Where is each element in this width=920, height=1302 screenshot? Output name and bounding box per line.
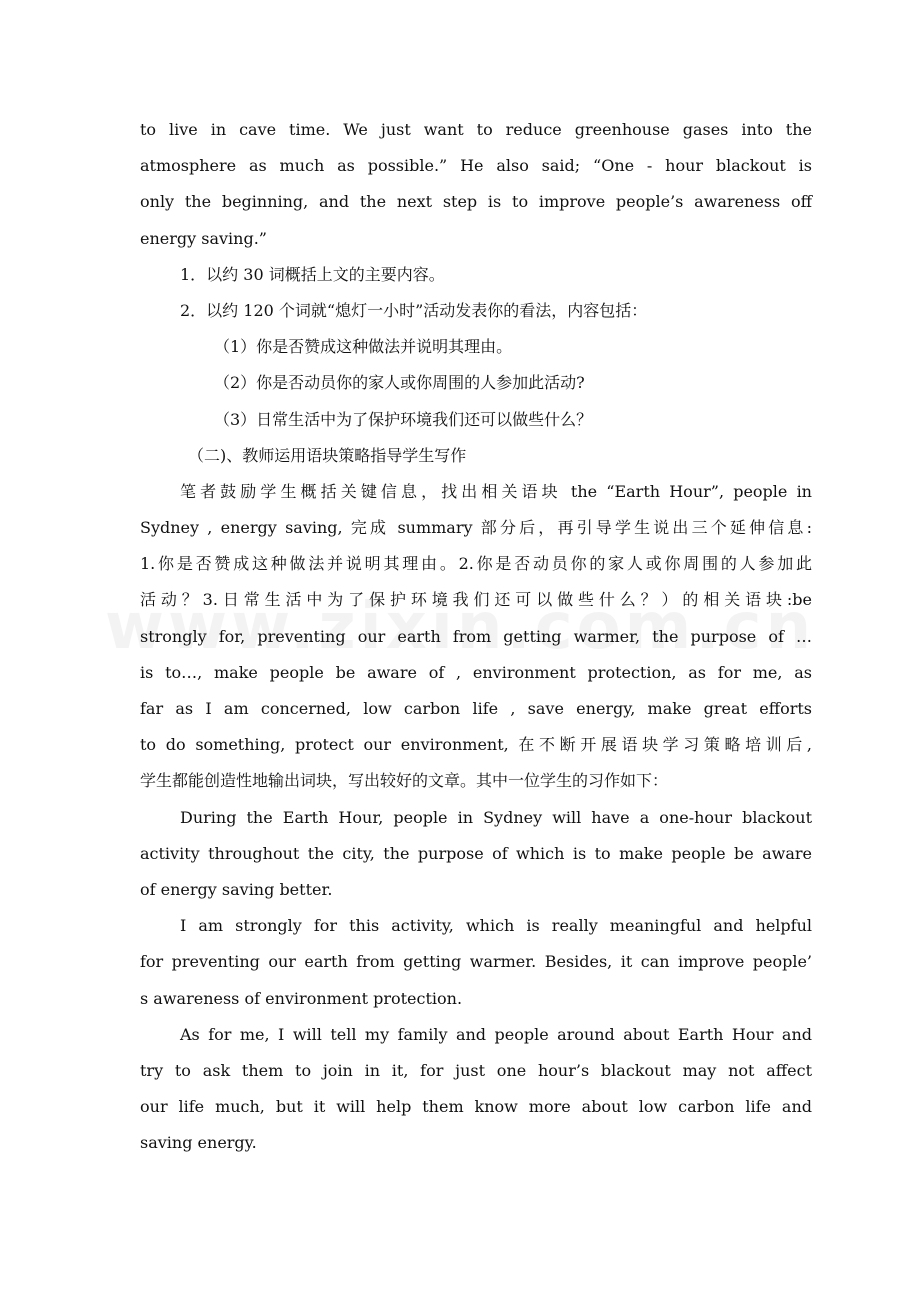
text-line: I am strongly for this activity, which is really meaningful and helpful xyxy=(180,916,812,936)
task-item-1: 1．以约 30 词概括上文的主要内容。 xyxy=(180,264,445,284)
section-heading: （二)、教师运用语块策略指导学生写作 xyxy=(188,445,467,465)
text-line: to live in cave time. We just want to reduce greenhouse gases into the xyxy=(140,120,812,139)
document-body xyxy=(140,112,812,1161)
text-line: only the beginning, and the next step is to improve people’s awareness off xyxy=(140,192,812,212)
essay-paragraph-3 xyxy=(140,1017,812,1162)
task-item-2: 2．以约 120 个词就“熄灯一小时”活动发表你的看法，内容包括： xyxy=(180,300,648,320)
text-line: to do something, protect our environment, 在不断开展语块学习策略培训后, xyxy=(140,735,812,755)
paragraph-method xyxy=(140,474,812,800)
text-line: far as I am concerned, low carbon life , save energy, make great efforts xyxy=(140,699,812,718)
text-line: our life much, but it will help them know more about low carbon life and xyxy=(140,1097,812,1117)
essay-paragraph-2 xyxy=(140,908,812,1017)
text-line: strongly for, preventing our earth from getting warmer, the purpose of … xyxy=(140,626,812,646)
text-line: Sydney , energy saving, 完成 summary 部分后，再引导学生说出三个延伸信息: xyxy=(140,518,812,538)
sub-item-2: （2）你是否动员你的家人或你周围的人参加此活动? xyxy=(214,373,585,393)
sub-item-1: （1）你是否赞成这种做法并说明其理由。 xyxy=(214,337,513,357)
text-line: try to ask them to join in it, for just one hour’s blackout may not affect xyxy=(140,1060,812,1080)
text-line: energy saving.” xyxy=(140,228,267,248)
text-line: of energy saving better. xyxy=(140,879,333,899)
sub-item-3: （3）日常生活中为了保护环境我们还可以做些什么？ xyxy=(214,409,593,429)
text-line: As for me, I will tell my family and people around about Earth Hour and xyxy=(180,1024,812,1044)
text-line: activity throughout the city, the purpose of which is to make people be aware xyxy=(140,843,812,863)
text-line: s awareness of environment protection. xyxy=(140,988,463,1008)
text-line: 笔者鼓励学生概括关键信息，找出相关语块 the “Earth Hour”, people in xyxy=(180,481,812,501)
text-line: 学生都能创造性地输出词块，写出较好的文章。其中一位学生的习作如下： xyxy=(140,771,669,791)
text-line: 活动？3.日常生活中为了保护环境我们还可以做些什么？）的相关语块:be xyxy=(140,590,812,610)
text-line: 1.你是否赞成这种做法并说明其理由。2.你是否动员你的家人或你周围的人参加此 xyxy=(140,554,812,574)
text-line: for preventing our earth from getting warmer. Besides, it can improve people’ xyxy=(140,952,812,972)
text-line: is to…, make people be aware of , environment protection, as for me, as xyxy=(140,662,812,682)
paragraph-quote xyxy=(140,112,812,257)
text-line: atmosphere as much as possible.” He also said; “One - hour blackout is xyxy=(140,156,812,176)
essay-paragraph-1 xyxy=(140,800,812,909)
text-line: saving energy. xyxy=(140,1133,257,1153)
text-line: During the Earth Hour, people in Sydney will have a one-hour blackout xyxy=(180,807,812,827)
